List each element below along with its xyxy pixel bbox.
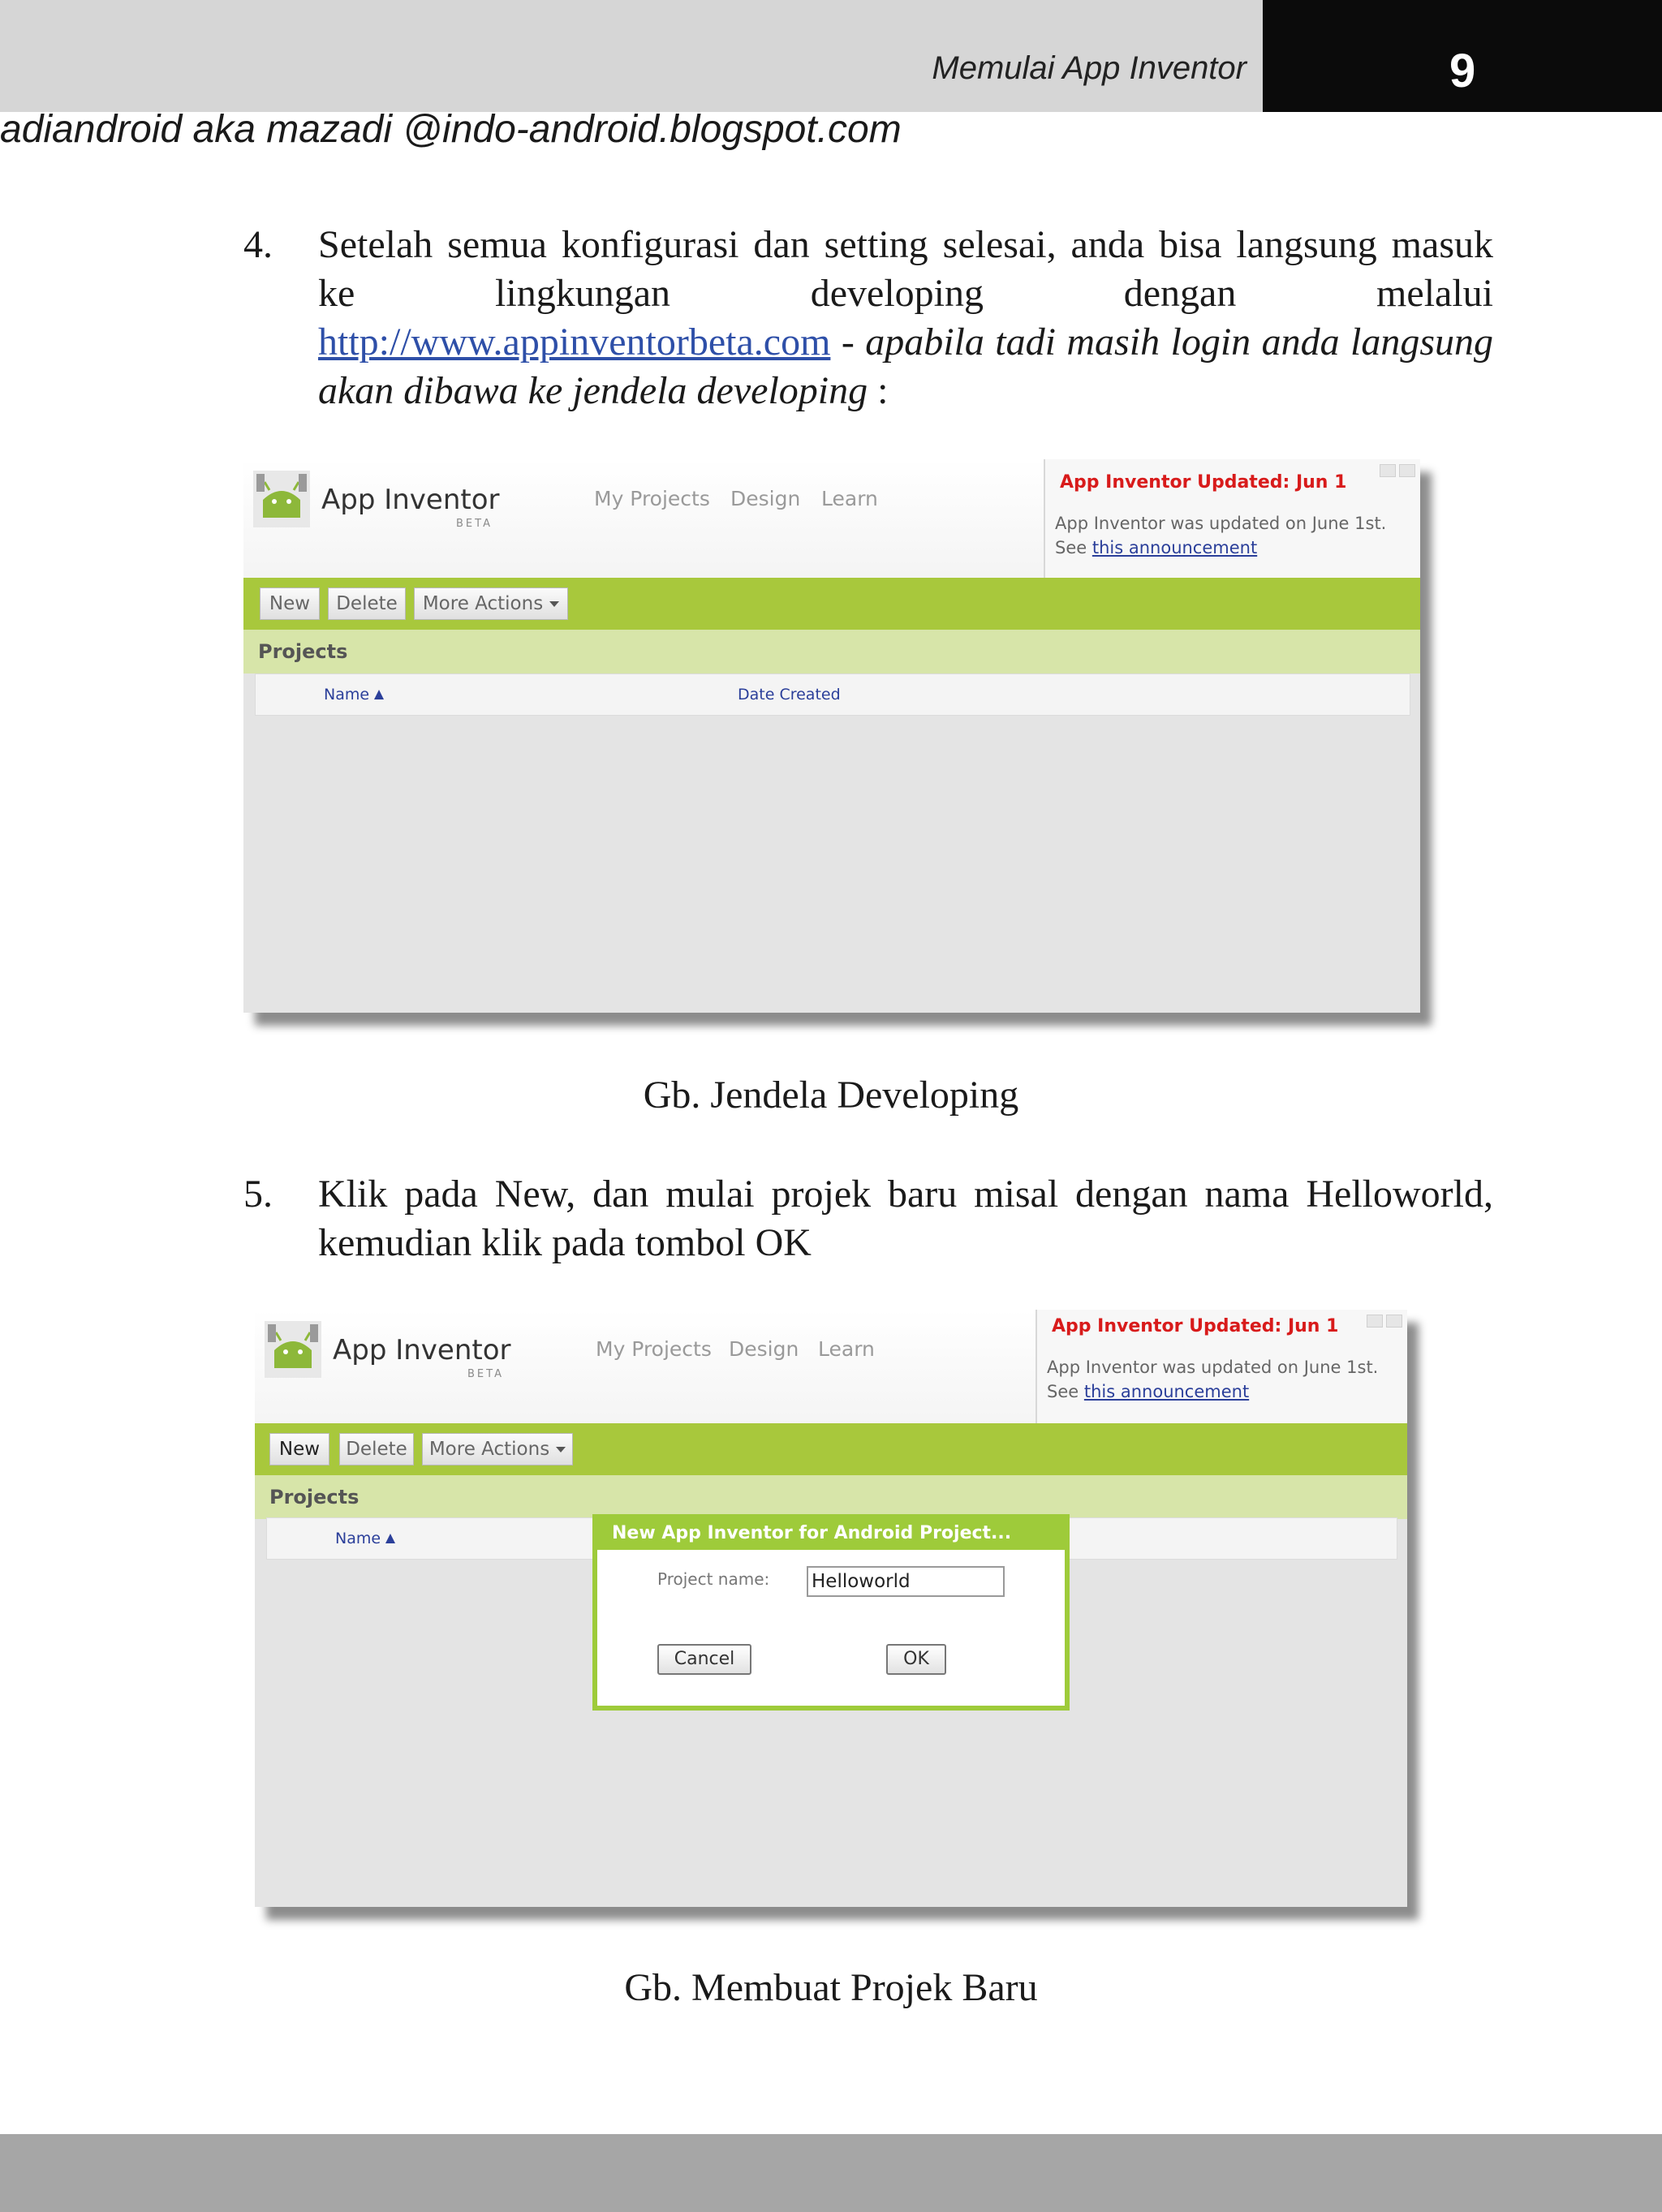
notice-body: App Inventor was updated on June 1st. See this announcement bbox=[1047, 1358, 1379, 1401]
step-text: Klik pada New, dan mulai projek baru misal dengan nama Helloworld, kemudian klik pada tombol OK bbox=[318, 1173, 1493, 1264]
more-actions-button[interactable]: More Actions bbox=[414, 587, 568, 620]
toolbar bbox=[255, 1423, 1407, 1475]
project-name-label: Project name: bbox=[657, 1569, 770, 1589]
caption-2: Gb. Membuat Projek Baru bbox=[624, 1966, 1038, 2009]
step-text: Setelah semua konfigurasi dan setting selesai, anda bisa langsung masuk ke lingkungan developing dengan melalui http://www.appinventorbeta.com - apabila tadi masih login anda langsung akan dibawa ke jendela developing : bbox=[318, 223, 1493, 412]
update-notice bbox=[1044, 459, 1420, 578]
new-button[interactable]: New bbox=[269, 1433, 329, 1465]
screenshot-developing-window bbox=[243, 459, 1420, 1013]
notice-body: App Inventor was updated on June 1st. See this announcement bbox=[1055, 514, 1387, 557]
screenshot-new-project bbox=[255, 1310, 1407, 1907]
delete-button[interactable]: Delete bbox=[328, 587, 406, 620]
nav-my-projects[interactable]: My Projects bbox=[594, 487, 710, 510]
nav-my-projects[interactable]: My Projects bbox=[596, 1337, 712, 1361]
android-logo-icon bbox=[265, 1321, 321, 1378]
step-number: 4. bbox=[243, 223, 273, 266]
sort-asc-icon bbox=[374, 690, 384, 699]
footer-band bbox=[0, 2134, 1662, 2212]
project-table-header bbox=[255, 673, 1410, 716]
announcement-link[interactable]: this announcement bbox=[1083, 1382, 1250, 1401]
column-name[interactable]: Name bbox=[335, 1530, 395, 1547]
notice-title: App Inventor Updated: Jun 1 bbox=[1060, 472, 1347, 493]
nav-learn[interactable]: Learn bbox=[818, 1337, 875, 1361]
nav-design[interactable]: Design bbox=[730, 487, 801, 510]
chapter-title: Memulai App Inventor bbox=[932, 50, 1246, 86]
projects-header: Projects bbox=[243, 630, 1420, 673]
projects-header: Projects bbox=[255, 1475, 1407, 1519]
new-project-dialog bbox=[592, 1514, 1070, 1711]
app-header bbox=[243, 459, 1044, 578]
page-number: 9 bbox=[1449, 45, 1476, 97]
column-date-created[interactable]: Date Created bbox=[738, 686, 841, 704]
project-name-input[interactable]: Helloworld bbox=[807, 1566, 1005, 1597]
nav-design[interactable]: Design bbox=[729, 1337, 799, 1361]
notice-window-buttons[interactable] bbox=[1376, 464, 1415, 480]
appinventor-link[interactable]: http://www.appinventorbeta.com bbox=[318, 321, 831, 364]
author-credit: adiandroid aka mazadi @indo-android.blogspot.com bbox=[0, 108, 902, 151]
app-header bbox=[255, 1310, 1036, 1428]
announcement-link[interactable]: this announcement bbox=[1091, 538, 1258, 557]
sort-asc-icon bbox=[385, 1534, 395, 1543]
notice-window-buttons[interactable] bbox=[1363, 1315, 1402, 1331]
notice-title: App Inventor Updated: Jun 1 bbox=[1052, 1316, 1339, 1336]
android-logo-icon bbox=[253, 471, 310, 527]
new-button[interactable]: New bbox=[260, 587, 320, 620]
more-actions-button[interactable]: More Actions bbox=[422, 1433, 573, 1465]
ok-button[interactable]: OK bbox=[886, 1644, 946, 1675]
caption-1: Gb. Jendela Developing bbox=[643, 1074, 1019, 1117]
update-notice bbox=[1036, 1310, 1407, 1428]
app-name: App Inventor bbox=[333, 1334, 511, 1366]
dialog-title: New App Inventor for Android Project... bbox=[597, 1519, 1065, 1550]
chevron-down-icon bbox=[556, 1447, 566, 1452]
nav-learn[interactable]: Learn bbox=[821, 487, 878, 510]
delete-button[interactable]: Delete bbox=[339, 1433, 414, 1465]
toolbar bbox=[243, 578, 1420, 630]
chevron-down-icon bbox=[549, 601, 559, 607]
beta-label: BETA bbox=[456, 518, 493, 530]
beta-label: BETA bbox=[467, 1368, 504, 1380]
app-name: App Inventor bbox=[321, 484, 500, 516]
step-number: 5. bbox=[243, 1173, 273, 1216]
column-name[interactable]: Name bbox=[324, 686, 384, 704]
cancel-button[interactable]: Cancel bbox=[657, 1644, 751, 1675]
